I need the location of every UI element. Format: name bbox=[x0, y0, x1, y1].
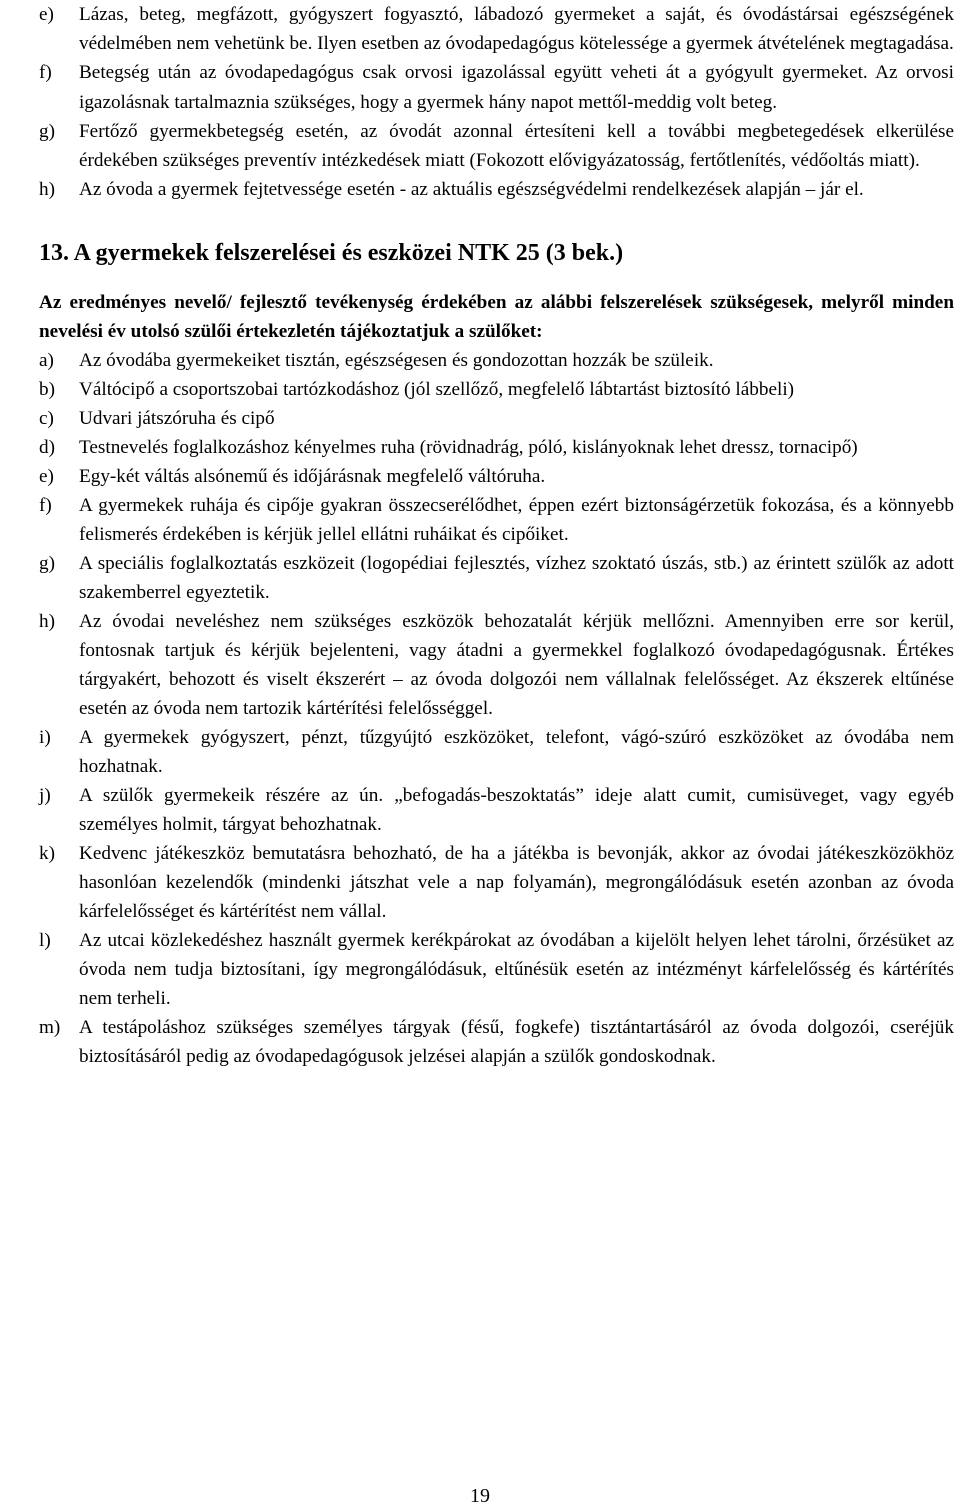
section-intro: Az eredményes nevelő/ fejlesztő tevékenység érdekében az alábbi felszerelések szükségesek, melyről minden nevelési év utolsó szülői értekezletén tájékoztatjuk a szülőket: bbox=[39, 292, 954, 343]
section-heading-title: 13. A gyermekek felszerelései és eszközei bbox=[39, 240, 452, 267]
list-text: A testápoláshoz szükséges személyes tárgyak (fésű, fogkefe) tisztántartásáról az óvoda dolgozói, cseréjük biztosításáról pedig az óvodapedagógusok jelzései alapján a szülők gondoskodnak. bbox=[79, 1017, 954, 1068]
list-text: A szülők gyermekeik részére az ún. „befogadás-beszoktatás” ideje alatt cumit, cumisüveget, vagy egyéb személyes holmit, tárgyat behozhatnak. bbox=[79, 785, 954, 836]
list-item bbox=[9, 117, 954, 175]
list-marker: e) bbox=[39, 466, 54, 488]
list-text: Lázas, beteg, megfázott, gyógyszert fogyasztó, lábadozó gyermeket a saját, és óvodástársai egészségének védelmében nem vehetünk be. Ilyen esetben az óvodapedagógus kötelessége a gyermek átvételének megtagadása. bbox=[79, 4, 954, 55]
list-marker: g) bbox=[39, 120, 55, 142]
section-heading bbox=[9, 237, 954, 270]
page-number: 19 bbox=[470, 1485, 490, 1507]
list-text: Az óvodába gyermekeiket tisztán, egészségesen és gondozottan hozzák be szüleik. bbox=[79, 350, 714, 372]
list-text: A gyermekek gyógyszert, pénzt, tűzgyújtó eszközöket, telefont, vágó-szúró eszközöket az óvodába nem hozhatnak. bbox=[79, 727, 954, 778]
list-text: Váltócipő a csoportszobai tartózkodáshoz (jól szellőző, megfelelő lábtartást biztosító lábbeli) bbox=[79, 379, 795, 401]
list-item bbox=[9, 58, 954, 116]
list-item bbox=[9, 926, 954, 1013]
list-marker: h) bbox=[39, 179, 55, 201]
list-text: Egy-két váltás alsónemű és időjárásnak megfelelő váltóruha. bbox=[79, 466, 546, 488]
list-item bbox=[9, 375, 954, 404]
list-marker: l) bbox=[39, 930, 51, 952]
list-marker: k) bbox=[39, 843, 55, 865]
list-marker: h) bbox=[39, 611, 55, 633]
list-marker: m) bbox=[39, 1017, 61, 1039]
equipment-list bbox=[9, 346, 954, 1071]
list-item bbox=[9, 549, 954, 607]
list-item bbox=[9, 462, 954, 491]
list-item bbox=[9, 404, 954, 433]
list-text: Betegség után az óvodapedagógus csak orvosi igazolással együtt veheti át a gyógyult gyermeket. Az orvosi igazolásnak tartalmaznia szükséges, hogy a gyermek hány napot mettől-meddig volt beteg. bbox=[79, 62, 954, 113]
list-item bbox=[9, 175, 954, 204]
list-text: A gyermekek ruhája és cipője gyakran összecserélődhet, éppen ezért biztonságérzetük fokozása, és a könnyebb felismerés érdekében is kérjük jellel ellátni ruháikat és cipőiket. bbox=[79, 495, 954, 546]
list-marker: f) bbox=[39, 62, 52, 84]
list-marker: i) bbox=[39, 727, 51, 749]
list-item bbox=[9, 346, 954, 375]
list-item bbox=[9, 607, 954, 723]
list-marker: e) bbox=[39, 4, 54, 25]
list-item bbox=[9, 723, 954, 781]
list-text: A speciális foglalkoztatás eszközeit (logopédiai fejlesztés, vízhez szoktató úszás, stb.) az érintett szülők az adott szakemberrel egyeztetik. bbox=[79, 553, 954, 604]
list-text: Testnevelés foglalkozáshoz kényelmes ruha (rövidnadrág, póló, kislányoknak lehet dressz, tornacipő) bbox=[79, 437, 858, 459]
list-marker: c) bbox=[39, 408, 54, 430]
list-item bbox=[9, 781, 954, 839]
list-text: Kedvenc játékeszköz bemutatásra behozható, de ha a játékba is bevonják, akkor az óvodai játékeszközökhöz hasonlóan kezelendők (mindenki játszhat vele a nap folyamán), megrongálódásuk esetén azonban az óvoda kárfelelősséget és kártérítést nem vállal. bbox=[79, 843, 954, 923]
list-text: Az utcai közlekedéshez használt gyermek kerékpárokat az óvodában a kijelölt helyen lehet tárolni, őrzésüket az óvoda nem tudja biztosítani, így megrongálódásuk, eltűnésük esetén az intézményt kárfelelősség és kártérítés nem terheli. bbox=[79, 930, 954, 1010]
list-marker: b) bbox=[39, 379, 55, 401]
list-item bbox=[9, 1013, 954, 1071]
list-item bbox=[9, 433, 954, 462]
list-marker: a) bbox=[39, 350, 54, 372]
list-item bbox=[9, 491, 954, 549]
list-marker: d) bbox=[39, 437, 55, 459]
list-text: Fertőző gyermekbetegség esetén, az óvodát azonnal értesíteni kell a további megbetegedések elkerülése érdekében szükséges preventív intézkedések miatt (Fokozott elővigyázatosság, fertőtlenítés, védőoltás miatt). bbox=[79, 120, 954, 172]
list-item bbox=[9, 0, 954, 58]
top-list bbox=[9, 0, 954, 204]
list-marker: j) bbox=[39, 785, 51, 807]
list-marker: f) bbox=[39, 495, 52, 517]
section-heading-reference: NTK 25 (3 bek.) bbox=[451, 240, 624, 267]
list-item bbox=[9, 839, 954, 926]
list-text: Az óvoda a gyermek fejtetvessége esetén - az aktuális egészségvédelmi rendelkezések alapján – jár el. bbox=[79, 179, 864, 201]
list-text: Udvari játszóruha és cipő bbox=[79, 408, 275, 430]
list-text: Az óvodai neveléshez nem szükséges eszközök behozatalát kérjük mellőzni. Amennyiben erre sor kerül, fontosnak tartjuk és kérjük bejelenteni, vagy átadni a gyermekkel foglalkozó óvodapedagógusnak. Értékes tárgyakért, behozott és viselt ékszerért – az óvoda dolgozói nem vállalnak felelősséget. Az ékszerek eltűnése esetén az óvoda nem tartozik kártérítési felelősséggel. bbox=[79, 611, 954, 720]
list-marker: g) bbox=[39, 553, 55, 575]
